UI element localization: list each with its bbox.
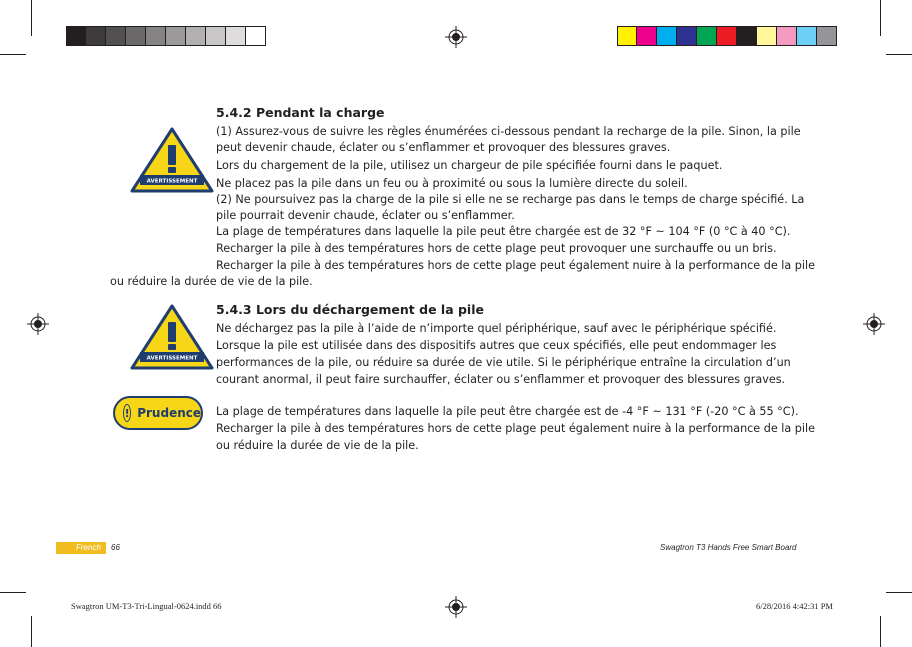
charge-line: (2) Ne poursuivez pas la charge de la pile si elle ne se recharge pas dans le temps de charge spécifié. La: [216, 193, 805, 206]
prudence-label: Prudence: [137, 406, 201, 420]
section-title-decharge: 5.4.3 Lors du déchargement de la pile: [216, 302, 484, 317]
registration-mark-top-icon: [445, 26, 467, 48]
prudence-line: Recharger la pile à des températures hors de cette plage peut également nuire à la performance de la pile: [216, 422, 816, 435]
grayscale-swatch: [86, 26, 106, 46]
grayscale-swatch: [246, 26, 266, 46]
process-color-bar: [617, 26, 837, 46]
crop-mark-tr-h: [886, 54, 912, 55]
process-swatch: [617, 26, 637, 46]
decharge-line: Lorsque la pile est utilisée dans des dispositifs autres que ceux spécifiés, elle peut endommager les: [216, 339, 777, 352]
decharge-line: performances de la pile, ou réduire sa durée de vie utile. Si le périphérique entraîne la circulation d’un: [216, 356, 791, 369]
footer-page-number: 66: [111, 543, 120, 552]
grayscale-swatch: [106, 26, 126, 46]
prudence-badge: [113, 396, 203, 430]
prudence-line: ou réduire la durée de vie de la pile.: [216, 439, 419, 452]
exclamation-circle-icon: !: [123, 404, 131, 422]
slug-file-name: Swagtron UM-T3-Tri-Lingual-0624.indd 66: [71, 601, 222, 611]
charge-line: peut devenir chaude, éclater ou s’enflammer et provoquer des blessures graves.: [216, 141, 671, 154]
grayscale-swatch: [126, 26, 146, 46]
crop-mark-tl-v: [31, 0, 32, 36]
charge-line: (1) Assurez-vous de suivre les règles énumérées ci-dessous pendant la recharge de la pile. Sinon, la pile: [216, 125, 801, 138]
decharge-line: courant anormal, il peut faire surchauffer, éclater ou s’enflammer et provoquer des blessures graves.: [216, 373, 786, 386]
grayscale-swatch: [146, 26, 166, 46]
crop-mark-br-v: [880, 616, 881, 647]
crop-mark-bl-v: [31, 616, 32, 647]
grayscale-swatch: [226, 26, 246, 46]
charge-line: pile pourrait devenir chaude, éclater ou s’enflammer.: [216, 209, 515, 222]
crop-mark-br-h: [886, 592, 912, 593]
warning-badge-decharge: [130, 304, 214, 370]
warning-badge-label: AVERTISSEMENT: [146, 178, 198, 185]
process-swatch: [677, 26, 697, 46]
charge-line: Recharger la pile à des températures hors de cette plage peut provoquer une surchauffe ou un bris.: [216, 242, 777, 255]
prudence-line: La plage de températures dans laquelle la pile peut être chargée est de -4 °F ~ 131 °F (-20 °C à 55 °C).: [216, 405, 799, 418]
registration-mark-right-icon: [863, 313, 885, 335]
grayscale-swatch: [206, 26, 226, 46]
footer-product-name: Swagtron T3 Hands Free Smart Board: [660, 543, 797, 552]
charge-line: Lors du chargement de la pile, utilisez un chargeur de pile spécifiée fourni dans le paquet.: [216, 159, 723, 172]
process-swatch: [777, 26, 797, 46]
crop-mark-tl-h: [0, 54, 26, 55]
crop-mark-tr-v: [880, 0, 881, 36]
slug-timestamp: 6/28/2016 4:42:31 PM: [756, 601, 833, 611]
process-swatch: [797, 26, 817, 46]
process-swatch: [637, 26, 657, 46]
crop-mark-bl-h: [0, 592, 26, 593]
process-swatch: [757, 26, 777, 46]
charge-line: Ne placez pas la pile dans un feu ou à proximité ou sous la lumière directe du soleil.: [216, 177, 688, 190]
section-title-charge: 5.4.2 Pendant la charge: [216, 105, 385, 120]
grayscale-swatch: [186, 26, 206, 46]
process-swatch: [737, 26, 757, 46]
grayscale-color-bar: [66, 26, 266, 46]
charge-line: La plage de températures dans laquelle la pile peut être chargée est de 32 °F ~ 104 °F (0 °C à 40 °C).: [216, 225, 791, 238]
footer-language-tab: French: [56, 542, 106, 554]
process-swatch: [657, 26, 677, 46]
decharge-line: Ne déchargez pas la pile à l’aide de n’importe quel périphérique, sauf avec le périphérique spécifié.: [216, 322, 777, 335]
registration-mark-bottom-icon: [445, 596, 467, 618]
warning-badge-label: AVERTISSEMENT: [146, 355, 198, 362]
grayscale-swatch: [166, 26, 186, 46]
charge-line: Recharger la pile à des températures hors de cette plage peut également nuire à la performance de la pile: [216, 259, 816, 272]
grayscale-swatch: [66, 26, 86, 46]
process-swatch: [817, 26, 837, 46]
warning-badge-charge: [130, 127, 214, 193]
process-swatch: [697, 26, 717, 46]
process-swatch: [717, 26, 737, 46]
charge-line: ou réduire la durée de vie de la pile.: [110, 275, 313, 288]
registration-mark-left-icon: [27, 313, 49, 335]
